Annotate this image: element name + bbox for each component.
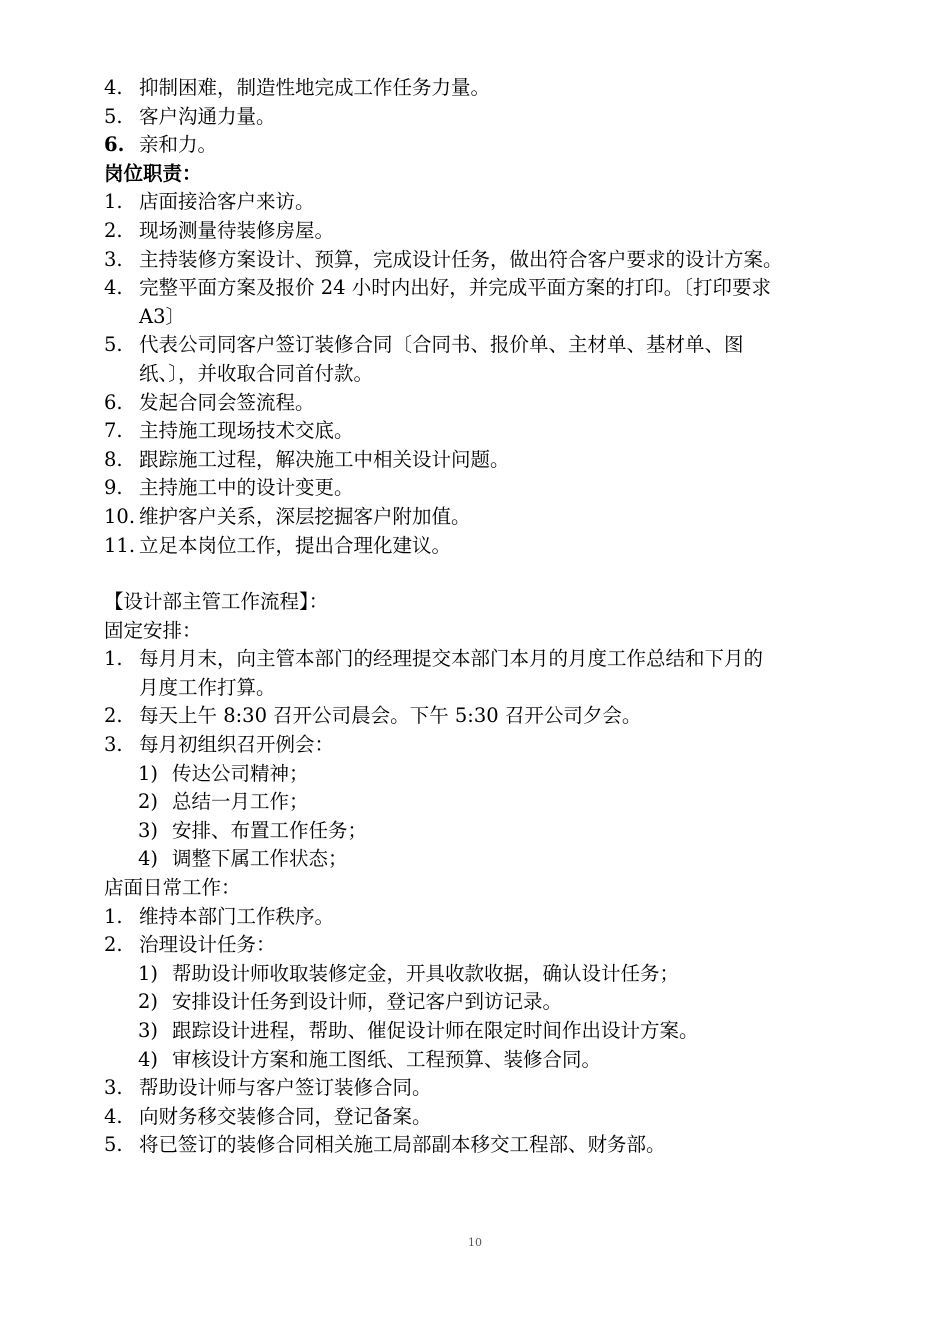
sub-list-text: 总结一月工作； [172, 790, 309, 814]
list-item [104, 1103, 864, 1132]
list-text: 维护客户关系，深层挖掘客户附加值。 [139, 504, 471, 528]
blank-line [104, 560, 864, 588]
page-number: 10 [468, 1236, 482, 1249]
list-number: 5. [104, 104, 123, 128]
list-number: 3. [104, 1076, 123, 1100]
list-number: 11. [104, 533, 136, 557]
sub-list-item [104, 845, 864, 874]
list-number: 2. [104, 218, 123, 242]
list-item [104, 331, 864, 388]
sub-list-item [104, 788, 864, 817]
list-number: 4. [104, 276, 123, 300]
list-number: 6. [104, 390, 123, 414]
section-heading-duties: 岗位职责： [104, 161, 202, 185]
sub-list-number: 2) [138, 790, 159, 814]
sub-list-number: 4) [138, 847, 159, 871]
sub-list-number: 3) [138, 1019, 159, 1042]
list-text-line: 月度工作打算。 [139, 675, 276, 699]
list-text: 客户沟通力量。 [139, 104, 276, 128]
sub-list-text: 安排设计任务到设计师，登记客户到访记录。 [172, 990, 563, 1014]
list-item [104, 474, 864, 503]
list-text: 立足本岗位工作，提出合理化建议。 [139, 533, 452, 557]
sub-list-text: 调整下属工作状态； [172, 847, 348, 871]
list-item [104, 731, 864, 760]
list-number: 4. [104, 76, 123, 99]
list-text-line: 完整平面方案及报价 24 小时内出好，并完成平面方案的打印。〔打印要求 [139, 276, 771, 300]
list-text: 现场测量待装修房屋。 [139, 218, 335, 242]
list-item [104, 246, 864, 275]
sub-list-item [104, 1046, 864, 1075]
list-number: 9. [104, 476, 123, 500]
list-item [104, 702, 864, 731]
list-item [104, 446, 864, 475]
list-item [104, 389, 864, 418]
list-item [104, 417, 864, 446]
list-item [104, 903, 864, 932]
list-item [104, 217, 864, 246]
subsection-heading-daily: 店面日常工作： [104, 876, 241, 900]
list-text-line: A3〕 [139, 304, 185, 328]
list-text: 将已签订的装修合同相关施工局部副本移交工程部、财务部。 [139, 1133, 666, 1157]
sub-list-text: 审核设计方案和施工图纸、工程预算、装修合同。 [172, 1047, 602, 1071]
list-text-line: 纸、〕，并收取合同首付款。 [139, 361, 374, 385]
list-number: 10. [104, 504, 136, 528]
list-number: 1. [104, 647, 123, 671]
list-number: 6. [104, 133, 125, 157]
sub-list-text: 传达公司精神； [172, 761, 309, 785]
document-body [104, 74, 864, 1160]
sub-list-text: 安排、布置工作任务； [172, 818, 368, 842]
sub-list-number: 2) [138, 990, 159, 1014]
list-item [104, 131, 864, 160]
list-text: 抑制困难，制造性地完成工作任务力量。 [139, 76, 491, 99]
list-number: 1. [104, 904, 123, 928]
list-text: 帮助设计师与客户签订装修合同。 [139, 1076, 432, 1100]
section-title-workflow: 【设计部主管工作流程】： [104, 590, 329, 614]
list-text: 每天上午 8:30 召开公司晨会。下午 5:30 召开公司夕会。 [139, 704, 642, 728]
sub-list-item [104, 988, 864, 1017]
list-text-line: 代表公司同客户签订装修合同〔合同书、报价单、主材单、基材单、图 [139, 333, 744, 357]
sub-list-number: 3) [138, 818, 159, 842]
list-number: 3. [104, 247, 123, 271]
list-text: 主持装修方案设计、预算，完成设计任务，做出符合客户要求的设计方案。 [139, 247, 783, 271]
list-text: 亲和力。 [139, 133, 218, 157]
list-number: 7. [104, 419, 123, 443]
sub-list-text: 帮助设计师收取装修定金，开具收款收据，确认设计任务； [172, 961, 680, 985]
list-item [104, 74, 864, 103]
sub-list-item [104, 760, 864, 789]
list-item [104, 1074, 864, 1103]
list-text-line: 每月月末，向主管本部门的经理提交本部门本月的月度工作总结和下月的 [139, 647, 764, 671]
list-item [104, 274, 864, 331]
list-number: 4. [104, 1104, 123, 1128]
list-text: 每月初组织召开例会： [139, 733, 335, 757]
list-item [104, 931, 864, 960]
list-item [104, 103, 864, 132]
sub-list-item [104, 817, 864, 846]
list-text: 发起合同会签流程。 [139, 390, 315, 414]
list-text: 跟踪施工过程，解决施工中相关设计问题。 [139, 447, 510, 471]
list-text: 主持施工中的设计变更。 [139, 476, 354, 500]
list-text: 店面接洽客户来访。 [139, 190, 315, 214]
sub-list-text: 跟踪设计进程，帮助、催促设计师在限定时间作出设计方案。 [172, 1019, 699, 1042]
list-number: 2. [104, 933, 123, 957]
list-item [104, 532, 864, 561]
list-text: 维持本部门工作秩序。 [139, 904, 335, 928]
list-number: 3. [104, 733, 123, 757]
sub-list-number: 4) [138, 1047, 159, 1071]
sub-list-item [104, 1017, 864, 1046]
list-text: 治理设计任务： [139, 933, 276, 957]
list-number: 2. [104, 704, 123, 728]
sub-list-item [104, 960, 864, 989]
list-number: 5. [104, 1133, 123, 1157]
list-text: 向财务移交装修合同，登记备案。 [139, 1104, 432, 1128]
list-number: 5. [104, 333, 123, 357]
list-item [104, 645, 864, 702]
list-number: 1. [104, 190, 123, 214]
list-item [104, 503, 864, 532]
subsection-heading-fixed: 固定安排： [104, 618, 202, 642]
sub-list-number: 1) [138, 761, 159, 785]
sub-list-number: 1) [138, 961, 159, 985]
list-item [104, 188, 864, 217]
list-number: 8. [104, 447, 123, 471]
list-text: 主持施工现场技术交底。 [139, 419, 354, 443]
list-item [104, 1131, 864, 1160]
